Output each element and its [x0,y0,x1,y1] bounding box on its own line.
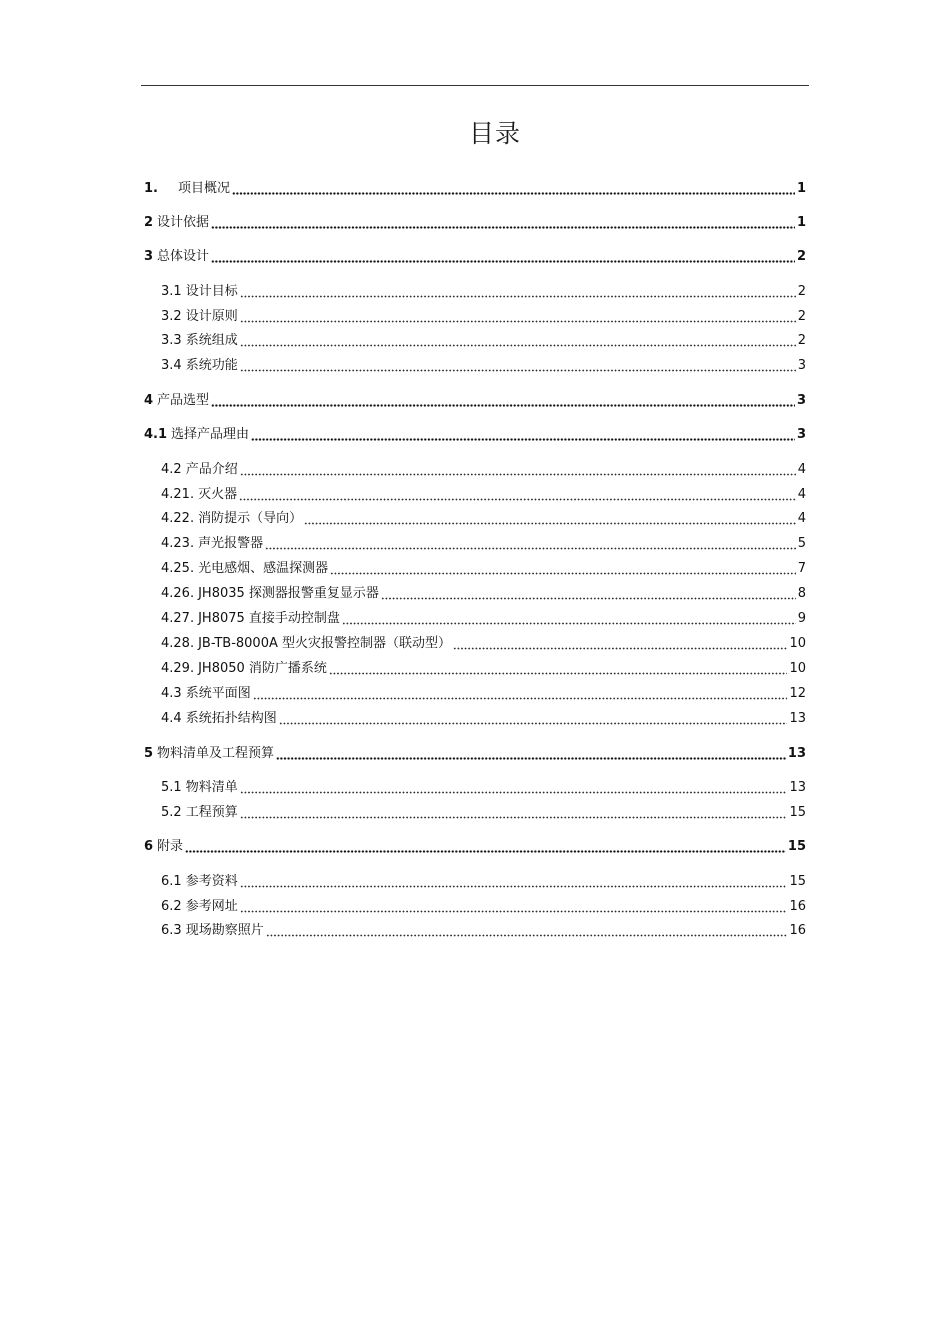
toc-entry-title: 总体设计 [157,249,210,264]
toc-entry-page-number: 13 [787,746,806,761]
toc-entry-page-number: 2 [796,249,806,264]
toc-entry-title: 系统拓扑结构图 [185,711,277,726]
toc-entry-number: 3 [144,249,154,264]
toc-entry-number: 1. [144,181,158,196]
dot-leader [266,921,788,941]
toc-entry-page-number: 4 [797,487,806,502]
toc-entry[interactable] [161,307,806,327]
toc-entry-number: 4.23. [161,536,195,551]
toc-entry[interactable] [161,509,806,529]
toc-entry[interactable] [161,282,806,302]
dot-leader [279,709,788,729]
toc-entry-page-number: 3 [796,393,806,408]
toc-entry-number: 4.26. [161,586,195,601]
toc-entry-title: 物料清单及工程预算 [157,746,275,761]
toc-entry-page-number: 9 [797,611,806,626]
toc-entry-page-number: 2 [797,333,806,348]
toc-entry-title: 系统平面图 [185,686,251,701]
toc-entry-number: 4.4 [161,711,182,726]
toc-entry-number: 3.3 [161,333,182,348]
toc-entry-number: 3.4 [161,358,182,373]
toc-entry[interactable] [161,684,806,704]
toc-entry-title: 物料清单 [185,780,238,795]
toc-entry-page-number: 8 [797,586,806,601]
toc-entry-page-number: 13 [789,711,806,726]
dot-leader [240,872,788,892]
toc-entry-title: JH8075 直接手动控制盘 [198,611,340,626]
toc-entry[interactable] [161,778,806,798]
toc-entry-page-number: 15 [787,839,806,854]
toc-entry-page-number: 13 [789,780,806,795]
toc-entry-number: 6.3 [161,923,182,938]
toc-entry[interactable] [161,897,806,917]
toc-entry[interactable] [161,872,806,892]
toc-entry-number: 4.2 [161,462,182,477]
toc-entry-number: 4.22. [161,511,195,526]
toc-entry-number: 5.2 [161,805,182,820]
page-title: 目录 [468,119,521,148]
toc-entry-title: 参考网址 [185,899,238,914]
dot-leader [240,331,796,351]
toc-entry[interactable] [144,744,806,764]
toc-entry-title: 灭火器 [198,487,238,502]
toc-entry-page-number: 4 [797,462,806,477]
toc-entry-title: 系统组成 [185,333,238,348]
toc-entry-number: 4.28. [161,636,195,651]
dot-leader [276,744,786,764]
dot-leader [330,559,796,579]
dot-leader [211,213,795,233]
dot-leader [240,282,796,302]
toc-entry-title: 光电感烟、感温探测器 [198,561,329,576]
toc-entry-page-number: 10 [789,661,806,676]
toc-entry[interactable] [161,356,806,376]
toc-entry-page-number: 16 [789,923,806,938]
toc-entry-number: 6.1 [161,874,182,889]
toc-entry[interactable] [161,709,806,729]
toc-entry-title: 工程预算 [185,805,238,820]
toc-entry-title: 消防提示（导向） [198,511,303,526]
toc-entry-title: 设计依据 [157,215,210,230]
toc-entry-title: 参考资料 [185,874,238,889]
dot-leader [240,460,796,480]
toc-entry-title: 项目概况 [178,181,231,196]
toc-entry[interactable] [161,634,806,654]
toc-entry-number: 4.27. [161,611,195,626]
toc-entry[interactable] [161,534,806,554]
toc-entry-page-number: 5 [797,536,806,551]
dot-leader [253,684,788,704]
toc-entry[interactable] [161,659,806,679]
toc-entry-title: 附录 [157,839,184,854]
toc-entry-number: 4 [144,393,154,408]
toc-entry[interactable] [144,425,806,445]
toc-entry-number: 5.1 [161,780,182,795]
toc-entry[interactable] [144,213,806,233]
toc-entry-number: 4.1 [144,427,168,442]
toc-entry[interactable] [144,179,806,199]
dot-leader [211,247,795,267]
toc-entry[interactable] [161,559,806,579]
dot-leader [240,356,796,376]
dot-leader [211,391,795,411]
toc-entry-number: 5 [144,746,154,761]
toc-entry-page-number: 7 [797,561,806,576]
toc-entry-title: JH8050 消防广播系统 [198,661,327,676]
toc-entry-title: 产品介绍 [185,462,238,477]
dot-leader [239,485,796,505]
toc-entry-number: 4.21. [161,487,195,502]
toc-entry[interactable] [161,584,806,604]
toc-entry-page-number: 3 [796,427,806,442]
toc-entry-title: 现场勘察照片 [185,923,264,938]
toc-entry[interactable] [161,921,806,941]
toc-entry[interactable] [144,837,806,857]
dot-leader [342,609,796,629]
dot-leader [381,584,796,604]
dot-leader [265,534,796,554]
toc-entry-title: JH8035 探测器报警重复显示器 [198,586,379,601]
toc-entry-title: 产品选型 [157,393,210,408]
toc-entry[interactable] [144,247,806,267]
toc-entry[interactable] [161,331,806,351]
dot-leader [453,634,787,654]
dot-leader [329,659,788,679]
toc-entry-page-number: 16 [789,899,806,914]
toc-entry-page-number: 1 [796,181,806,196]
dot-leader [240,897,788,917]
toc-entry-number: 6 [144,839,154,854]
toc-entry-number: 6.2 [161,899,182,914]
toc-entry-page-number: 1 [796,215,806,230]
toc-entry-number: 2 [144,215,154,230]
toc-entry-number: 3.1 [161,284,182,299]
dot-leader [251,425,795,445]
toc-entry-number: 4.25. [161,561,195,576]
toc-entry-title: 选择产品理由 [171,427,250,442]
dot-leader [185,837,786,857]
toc-entry-page-number: 15 [789,805,806,820]
toc-entry-title: JB-TB-8000A 型火灾报警控制器（联动型） [198,636,451,651]
toc-entry[interactable] [144,391,806,411]
toc-entry-page-number: 2 [797,309,806,324]
toc-entry-page-number: 3 [797,358,806,373]
toc-entry-title: 设计原则 [185,309,238,324]
dot-leader [304,509,796,529]
toc-entry-number: 4.29. [161,661,195,676]
toc-entry-number: 3.2 [161,309,182,324]
toc-entry-page-number: 2 [797,284,806,299]
toc-entry-number: 4.3 [161,686,182,701]
dot-leader [240,803,788,823]
toc-entry[interactable] [161,609,806,629]
toc-entry-title: 设计目标 [185,284,238,299]
toc-entry-page-number: 12 [789,686,806,701]
toc-entry-title: 系统功能 [185,358,238,373]
toc-entry-page-number: 15 [789,874,806,889]
dot-leader [232,179,795,199]
dot-leader [240,307,796,327]
toc-entry[interactable] [161,485,806,505]
toc-entry-title: 声光报警器 [198,536,264,551]
toc-entry[interactable] [161,803,806,823]
toc-entry-page-number: 4 [797,511,806,526]
toc-entry-page-number: 10 [789,636,806,651]
dot-leader [240,778,788,798]
toc-entry[interactable] [161,460,806,480]
